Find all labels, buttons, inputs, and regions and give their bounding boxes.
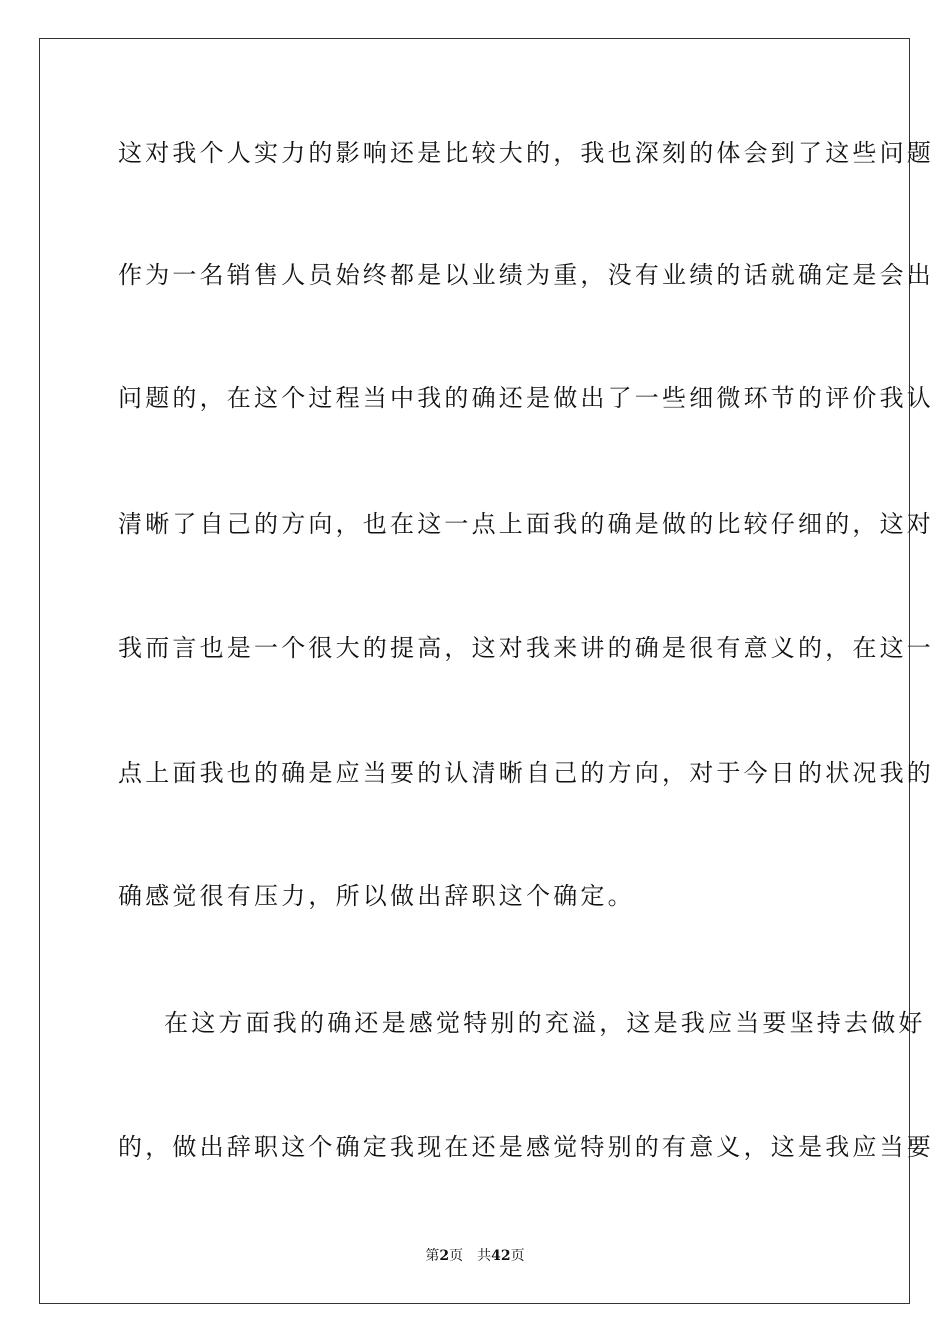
body-text-line-4: 清晰了自己的方向，也在这一点上面我的确是做的比较仔细的，这对 <box>118 510 934 538</box>
footer-page-prefix: 第 <box>425 1248 440 1264</box>
body-text-line-6: 点上面我也的确是应当要的认清晰自己的方向，对于今日的状况我的 <box>118 759 934 787</box>
body-text-paragraph-start: 在这方面我的确还是感觉特别的充溢，这是我应当要坚持去做好 <box>164 1009 926 1037</box>
footer-total-suffix: 页 <box>510 1248 525 1264</box>
body-text-line-9: 的，做出辞职这个确定我现在还是感觉特别的有意义，这是我应当要 <box>118 1133 934 1161</box>
page-footer <box>0 1247 950 1265</box>
body-text-line-5: 我而言也是一个很大的提高，这对我来讲的确是很有意义的，在这一 <box>118 634 934 662</box>
footer-total-prefix: 共 <box>477 1248 492 1264</box>
body-text-line-3: 问题的，在这个过程当中我的确还是做出了一些细微环节的评价我认 <box>118 384 934 412</box>
footer-page-number: 2 <box>439 1248 450 1264</box>
footer-page-suffix: 页 <box>449 1248 464 1264</box>
footer-total-pages: 42 <box>491 1248 511 1264</box>
body-text-line-1: 这对我个人实力的影响还是比较大的，我也深刻的体会到了这些问题 <box>118 139 934 167</box>
body-text-line-2: 作为一名销售人员始终都是以业绩为重，没有业绩的话就确定是会出 <box>118 261 934 289</box>
body-text-line-7: 确感觉很有压力，所以做出辞职这个确定。 <box>118 882 635 910</box>
page-border <box>39 38 934 1304</box>
